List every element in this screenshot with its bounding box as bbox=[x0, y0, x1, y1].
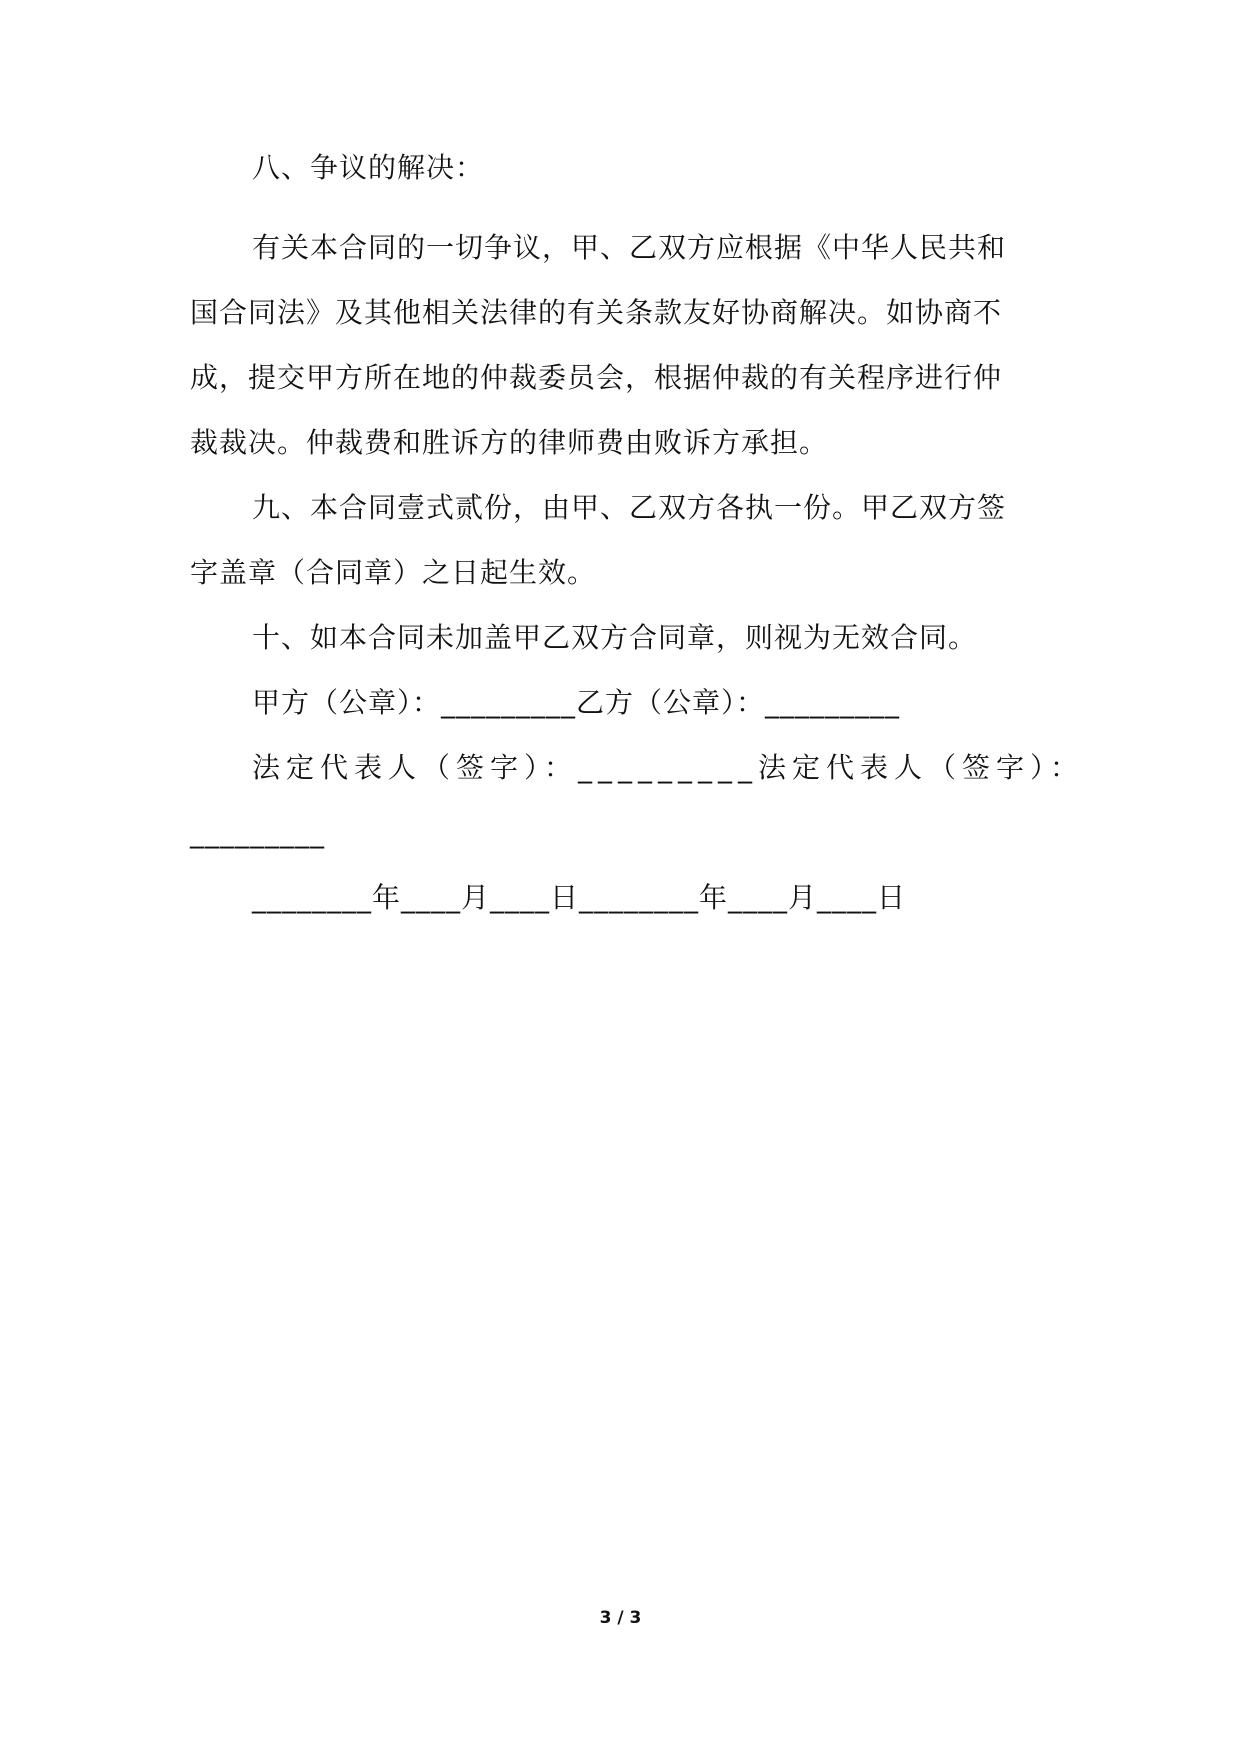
paragraph-line: 成，提交甲方所在地的仲裁委员会，根据仲裁的有关程序进行仲 bbox=[190, 361, 1003, 394]
page-number: 3 / 3 bbox=[599, 1608, 642, 1628]
section-8-heading: 八、争议的解决： bbox=[252, 151, 485, 184]
paragraph-line: 裁裁决。仲裁费和胜诉方的律师费由败诉方承担。 bbox=[190, 426, 829, 459]
section-9-line: 九、本合同壹式贰份，由甲、乙双方各执一份。甲乙双方签 bbox=[252, 491, 1007, 524]
section-10-line: 十、如本合同未加盖甲乙双方合同章，则视为无效合同。 bbox=[252, 621, 978, 654]
paragraph-line: 有关本合同的一切争议，甲、乙双方应根据《中华人民共和 bbox=[252, 231, 1007, 264]
party-seal-line: 甲方（公章）：_________乙方（公章）：_________ bbox=[252, 686, 901, 719]
date-line: ________年____月____日________年____月____日 bbox=[252, 881, 907, 914]
paragraph-line: 字盖章（合同章）之日起生效。 bbox=[190, 556, 597, 589]
paragraph-line: 国合同法》及其他相关法律的有关条款友好协商解决。如协商不 bbox=[190, 296, 1003, 329]
signature-blank-line: _________ bbox=[190, 816, 325, 849]
legal-representative-line: 法定代表人（签字）：_________法定代表人（签字）： bbox=[252, 751, 1085, 784]
